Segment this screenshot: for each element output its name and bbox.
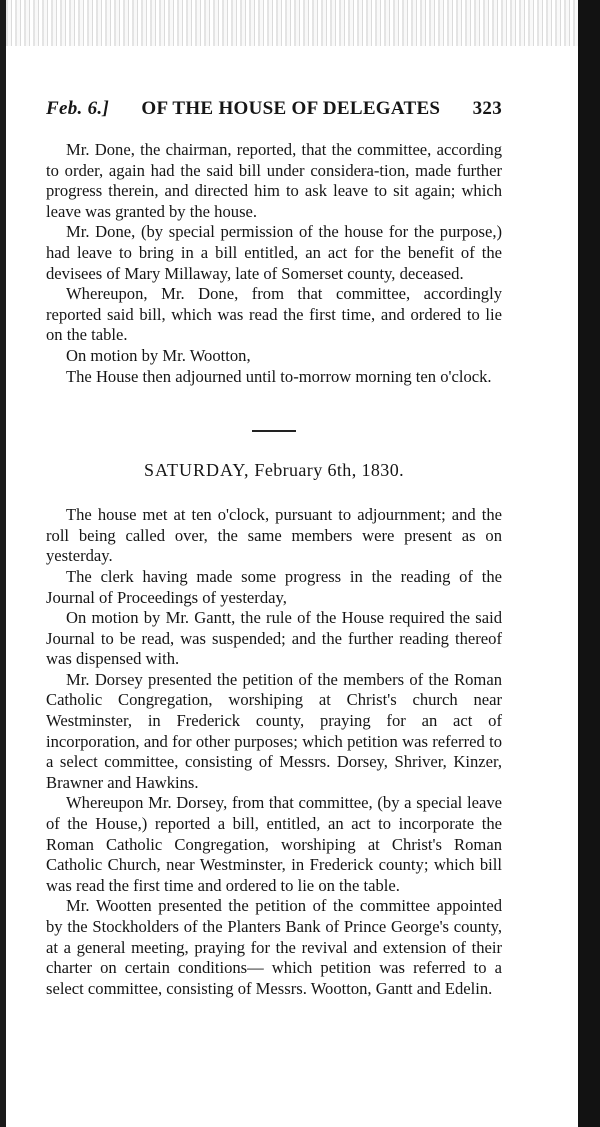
paragraph: On motion by Mr. Wootton, <box>66 345 251 365</box>
paragraph: Mr. Dorsey presented the petition of the members of the Roman Catholic Congregation, worshiping at Christ's church near Westminster, in Frederick county, praying for an act of incorporation, and for other purposes; which petition was referred to a select committee, consisting of Messrs. Dorsey, Shriver, Kinzer, Brawner and Hawkins. <box>46 669 502 792</box>
scan-border-left <box>0 0 6 1127</box>
scan-border-top <box>6 0 578 46</box>
header-date: Feb. 6.] <box>46 98 110 119</box>
scan-border-right <box>578 0 600 1127</box>
paragraph: Whereupon, Mr. Done, from that committee, accordingly reported said bill, which was read the first time, and ordered to lie on the table. <box>46 284 502 345</box>
paragraph: The house met at ten o'clock, pursuant to adjournment; and the roll being called over, the same members were present as on yesterday. <box>46 505 502 566</box>
day-heading <box>46 460 502 481</box>
header-title: OF THE HOUSE OF DELEGATES <box>141 98 441 119</box>
paragraph: Mr. Done, the chairman, reported, that the committee, according to order, again had the said bill under considera-tion, made further progress therein, and directed him to ask leave to sit again; which leave was granted by the house. <box>46 140 502 221</box>
section-divider <box>252 430 296 432</box>
paragraph: On motion by Mr. Gantt, the rule of the House required the said Journal to be read, was suspended; and the further reading thereof was dispensed with. <box>46 608 502 669</box>
day-heading-date: February 6th, 1830. <box>254 460 405 481</box>
page-number: 323 <box>472 98 502 119</box>
paragraph: Mr. Wootten presented the petition of the committee appointed by the Stockholders of the Planters Bank of Prince George's county, at a general meeting, praying for the revival and extension of their charter on certain conditions— which petition was referred to a select committee, consisting of Messrs. Wootton, Gantt and Edelin. <box>46 896 502 998</box>
paragraph: Mr. Done, (by special permission of the house for the purpose,) had leave to bring in a bill entitled, an act for the benefit of the devisees of Mary Millaway, late of Somerset county, deceased. <box>46 222 502 283</box>
paragraph: The House then adjourned until to-morrow morning ten o'clock. <box>66 366 492 386</box>
running-head <box>46 98 502 120</box>
bottom-section <box>46 505 502 999</box>
paragraph: Whereupon Mr. Dorsey, from that committee, (by a special leave of the House,) reported a bill, entitled, an act to incorporate the Roman Catholic Congregation, worshiping at Christ's Roman Catholic Church, near Westminster, in Frederick county; which bill was read the first time and ordered to lie on the table. <box>46 793 502 895</box>
book-page <box>46 98 502 999</box>
top-section <box>46 140 502 387</box>
paragraph: The clerk having made some progress in the reading of the Journal of Proceedings of yesterday, <box>46 566 502 607</box>
day-heading-day: SATURDAY, <box>143 460 250 481</box>
